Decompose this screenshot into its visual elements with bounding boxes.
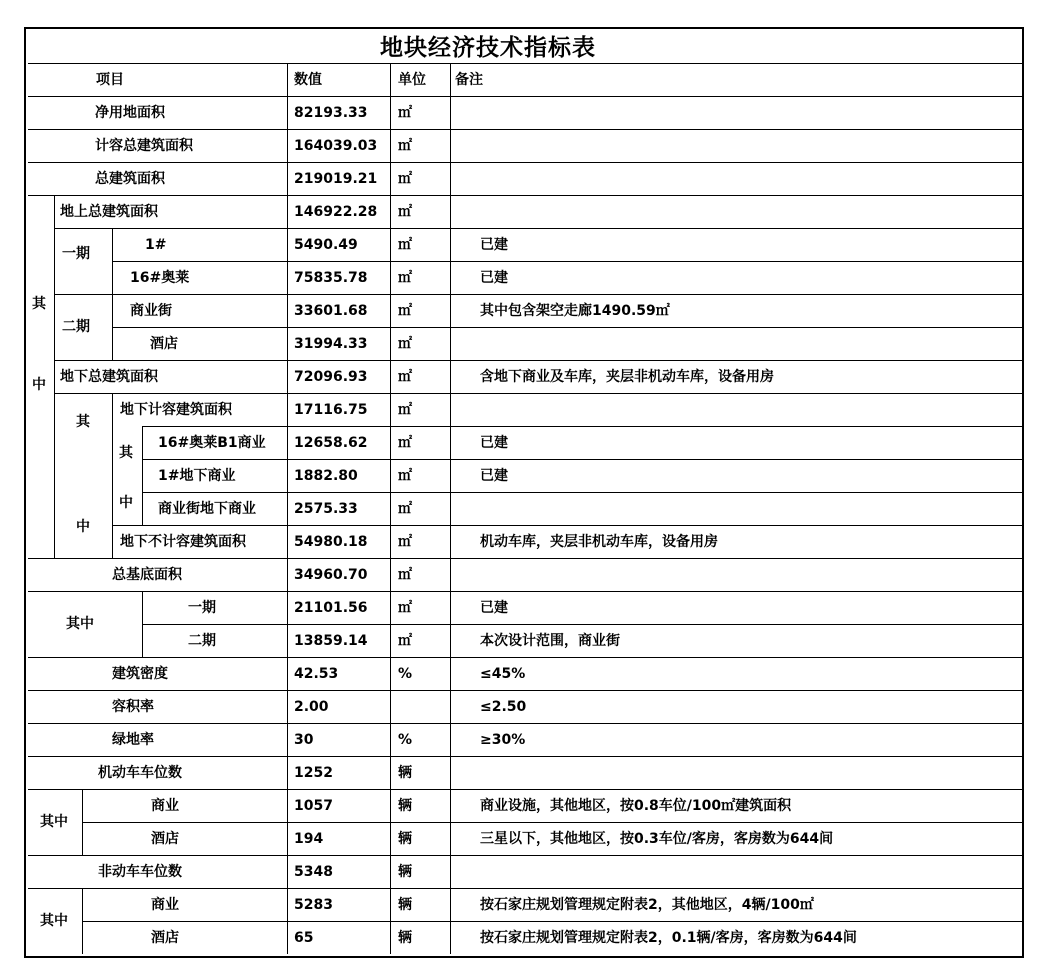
column-divider (142, 426, 143, 525)
row-unit: ㎡ (398, 534, 412, 550)
row-label: 酒店 (150, 336, 178, 352)
row-divider (28, 162, 1024, 163)
row-unit: 辆 (398, 798, 412, 814)
row-note: 本次设计范围，商业街 (480, 633, 620, 649)
row-unit: ㎡ (398, 270, 412, 286)
row-value: 17116.75 (294, 402, 368, 418)
row-divider (142, 459, 1024, 460)
row-label: 酒店 (151, 930, 179, 946)
row-unit: ㎡ (398, 303, 412, 319)
header-unit: 单位 (398, 72, 426, 88)
row-divider (82, 822, 1024, 823)
row-divider (54, 360, 1024, 361)
row-divider (28, 723, 1024, 724)
row-label: 净用地面积 (95, 105, 165, 121)
row-value: 33601.68 (294, 303, 368, 319)
row-divider (142, 492, 1024, 493)
row-value: 5348 (294, 864, 333, 880)
row-divider (112, 327, 1024, 328)
row-value: 146922.28 (294, 204, 378, 220)
row-label: 地下计容建筑面积 (120, 402, 232, 418)
row-label: 商业 (151, 897, 179, 913)
header-item: 项目 (96, 72, 124, 88)
row-unit: ㎡ (398, 402, 412, 418)
row-unit: 辆 (398, 765, 412, 781)
row-label: 机动车车位数 (98, 765, 182, 781)
group-label-zhong: 中 (76, 519, 90, 535)
row-value: 75835.78 (294, 270, 368, 286)
group-label-phase1: 一期 (62, 246, 90, 262)
column-divider (112, 393, 113, 558)
table-title: 地块经济技术指标表 (380, 35, 596, 61)
row-divider (28, 591, 1024, 592)
row-unit: ㎡ (398, 336, 412, 352)
row-note: 已建 (480, 270, 508, 286)
row-divider (28, 558, 1024, 559)
row-label: 一期 (188, 600, 216, 616)
group-label-qi: 其 (32, 296, 46, 312)
row-note: 按石家庄规划管理规定附表2，其他地区，4辆/100㎡ (480, 897, 814, 913)
row-note: 已建 (480, 435, 508, 451)
column-divider (82, 888, 83, 954)
row-unit: 辆 (398, 831, 412, 847)
column-divider (390, 63, 391, 954)
row-unit: 辆 (398, 930, 412, 946)
row-label: 商业街地下商业 (158, 501, 256, 517)
row-value: 34960.70 (294, 567, 368, 583)
row-label: 商业 (151, 798, 179, 814)
row-divider (82, 921, 1024, 922)
column-divider (112, 228, 113, 360)
row-unit: ㎡ (398, 138, 412, 154)
column-divider (82, 789, 83, 855)
row-divider (54, 294, 1024, 295)
row-label: 计容总建筑面积 (95, 138, 193, 154)
row-unit: 辆 (398, 897, 412, 913)
row-value: 54980.18 (294, 534, 368, 550)
row-note: 其中包含架空走廊1490.59㎡ (480, 303, 670, 319)
row-value: 30 (294, 732, 314, 748)
row-value: 5283 (294, 897, 333, 913)
column-divider (287, 63, 288, 954)
row-divider (112, 525, 1024, 526)
row-unit: ㎡ (398, 369, 412, 385)
row-note: 按石家庄规划管理规定附表2，0.1辆/客房，客房数为644间 (480, 930, 857, 946)
row-divider (28, 756, 1024, 757)
group-label-qizhong: 其中 (66, 616, 94, 632)
row-note: 含地下商业及车库，夹层非机动车库，设备用房 (480, 369, 774, 385)
row-note: 三星以下，其他地区，按0.3车位/客房，客房数为644间 (480, 831, 834, 847)
row-unit: ㎡ (398, 435, 412, 451)
row-value: 219019.21 (294, 171, 378, 187)
row-label: 地下总建筑面积 (60, 369, 158, 385)
row-note: ≤2.50 (480, 699, 527, 715)
row-divider (28, 657, 1024, 658)
row-note: 机动车库，夹层非机动车库，设备用房 (480, 534, 718, 550)
row-value: 1252 (294, 765, 333, 781)
row-value: 164039.03 (294, 138, 378, 154)
row-divider (28, 129, 1024, 130)
row-note: 商业设施，其他地区，按0.8车位/100㎡建筑面积 (480, 798, 792, 814)
row-divider (28, 690, 1024, 691)
row-divider (28, 888, 1024, 889)
row-unit: ㎡ (398, 633, 412, 649)
row-note: ≤45% (480, 666, 526, 682)
row-value: 31994.33 (294, 336, 368, 352)
column-divider (450, 63, 451, 954)
row-label: 商业街 (130, 303, 172, 319)
row-label: 1# (145, 237, 167, 253)
row-value: 13859.14 (294, 633, 368, 649)
row-value: 12658.62 (294, 435, 368, 451)
row-divider (142, 426, 1024, 427)
row-label: 非动车车位数 (98, 864, 182, 880)
row-unit: ㎡ (398, 237, 412, 253)
row-label: 总建筑面积 (95, 171, 165, 187)
group-label-qizhong: 其中 (40, 913, 68, 929)
row-note: 已建 (480, 600, 508, 616)
row-divider (112, 261, 1024, 262)
row-divider (54, 228, 1024, 229)
row-unit: 辆 (398, 864, 412, 880)
row-unit: % (398, 666, 413, 682)
row-unit: ㎡ (398, 468, 412, 484)
row-label: 容积率 (112, 699, 154, 715)
row-divider (142, 624, 1024, 625)
row-unit: ㎡ (398, 567, 412, 583)
row-value: 1882.80 (294, 468, 358, 484)
row-label: 地下不计容建筑面积 (120, 534, 246, 550)
row-value: 1057 (294, 798, 333, 814)
row-unit: % (398, 732, 413, 748)
row-note: 已建 (480, 237, 508, 253)
group-label-qi: 其 (119, 445, 133, 461)
row-unit: ㎡ (398, 105, 412, 121)
row-note: 已建 (480, 468, 508, 484)
row-label: 16#奥莱 (130, 270, 190, 286)
row-unit: ㎡ (398, 171, 412, 187)
row-unit: ㎡ (398, 204, 412, 220)
row-label: 二期 (188, 633, 216, 649)
header-value: 数值 (294, 72, 322, 88)
row-unit: ㎡ (398, 501, 412, 517)
row-divider (54, 393, 1024, 394)
row-note: ≥30% (480, 732, 526, 748)
header-note: 备注 (455, 72, 483, 88)
row-value: 2575.33 (294, 501, 358, 517)
row-divider (28, 195, 1024, 196)
row-label: 16#奥莱B1商业 (158, 435, 266, 451)
group-label-zhong: 中 (32, 377, 46, 393)
column-divider (54, 195, 55, 558)
row-value: 194 (294, 831, 324, 847)
row-divider (28, 96, 1024, 97)
group-label-qizhong: 其中 (40, 814, 68, 830)
row-label: 1#地下商业 (158, 468, 236, 484)
row-unit: ㎡ (398, 600, 412, 616)
row-divider (28, 789, 1024, 790)
column-divider (142, 591, 143, 657)
row-divider (28, 63, 1024, 64)
row-value: 21101.56 (294, 600, 368, 616)
row-divider (28, 855, 1024, 856)
row-value: 65 (294, 930, 314, 946)
group-label-qi: 其 (76, 414, 90, 430)
indicator-table (24, 27, 1024, 958)
row-label: 绿地率 (112, 732, 154, 748)
row-label: 建筑密度 (112, 666, 168, 682)
row-label: 地上总建筑面积 (60, 204, 158, 220)
row-value: 2.00 (294, 699, 329, 715)
group-label-phase2: 二期 (62, 319, 90, 335)
row-value: 42.53 (294, 666, 339, 682)
row-label: 酒店 (151, 831, 179, 847)
row-value: 82193.33 (294, 105, 368, 121)
row-value: 5490.49 (294, 237, 358, 253)
group-label-zhong: 中 (119, 495, 133, 511)
row-label: 总基底面积 (112, 567, 182, 583)
row-value: 72096.93 (294, 369, 368, 385)
